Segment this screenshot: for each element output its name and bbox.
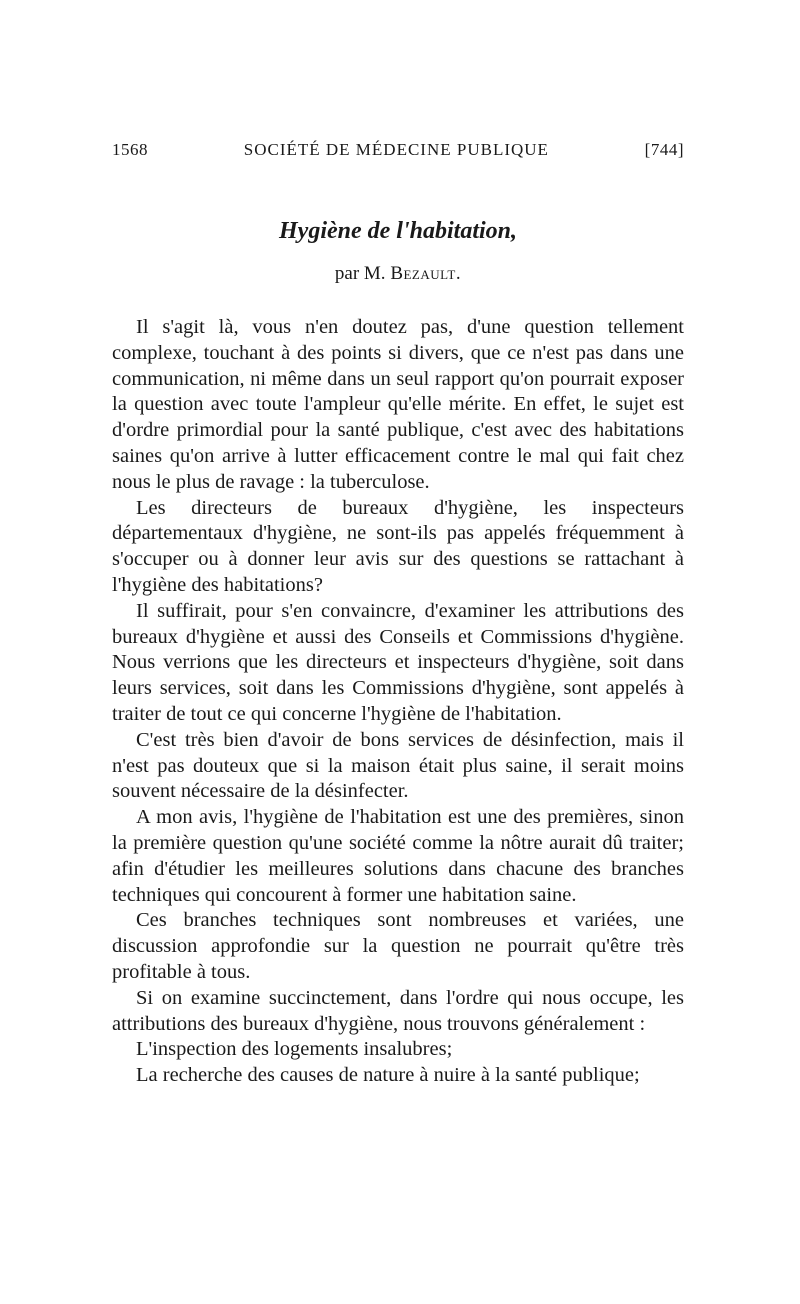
paragraph: La recherche des causes de nature à nuire à la santé publique; [136, 1064, 640, 1087]
paragraph: Si on examine succinctement, dans l'ordre qui nous occupe, les attributions des bureaux d'hygiène, nous trouvons généralement : [112, 986, 684, 1035]
page-number: 1568 [112, 140, 148, 159]
running-head [112, 140, 684, 160]
paragraph: Il suffirait, pour s'en convaincre, d'examiner les attributions des bureaux d'hygiène et aussi des Conseils et Commissions d'hygiène. Nous verrions que les directeurs et inspecteurs d'hygiène, soit dans leurs services, soit dans les Commissions d'hygiène, sont appelés à traiter de tout ce qui concerne l'hygiène de l'habitation. [112, 599, 684, 725]
paragraph: Ces branches techniques sont nombreuses et variées, une discussion approfondie sur la question ne pourrait qu'être très profitable à tous. [112, 909, 684, 983]
running-title: SOCIÉTÉ DE MÉDECINE PUBLIQUE [243, 140, 549, 159]
article-body [112, 315, 684, 1089]
page [112, 140, 684, 1089]
article-title: Hygiène de l'habitation, [279, 218, 517, 244]
byline [112, 263, 684, 285]
paragraph: L'inspection des logements insalubres; [136, 1038, 453, 1061]
author-name: Bezault. [390, 263, 462, 284]
paragraph: A mon avis, l'hygiène de l'habitation est une des premières, sinon la première question qu'une société comme la nôtre aurait dû traiter; afin d'étudier les meilleures solutions dans chacune des branches techniques qui concourent à former une habitation saine. [112, 806, 684, 906]
paragraph: Il s'agit là, vous n'en doutez pas, d'une question tellement complexe, touchant à des points si divers, que ce n'est pas dans une communication, ni même dans un seul rapport qu'on pourrait exposer la question avec toute l'ampleur qu'elle mérite. En effet, le sujet est d'ordre primordial pour la santé publique, c'est avec des habitations saines qu'on arrive à lutter efficacement contre le mal qui fait chez nous le plus de ravage : la tuberculose. [112, 316, 684, 493]
paragraph: Les directeurs de bureaux d'hygiène, les inspecteurs départementaux d'hygiène, ne sont-ils pas appelés fréquemment à s'occuper ou à donner leur avis sur des questions se rattachant à l'hygiène des habitations? [112, 496, 684, 596]
paragraph: C'est très bien d'avoir de bons services de désinfection, mais il n'est pas douteux que si la maison était plus saine, il serait moins souvent nécessaire de la désinfecter. [112, 728, 684, 803]
bracket-page-number: [744] [644, 140, 684, 159]
byline-prefix: par M. [334, 263, 386, 284]
